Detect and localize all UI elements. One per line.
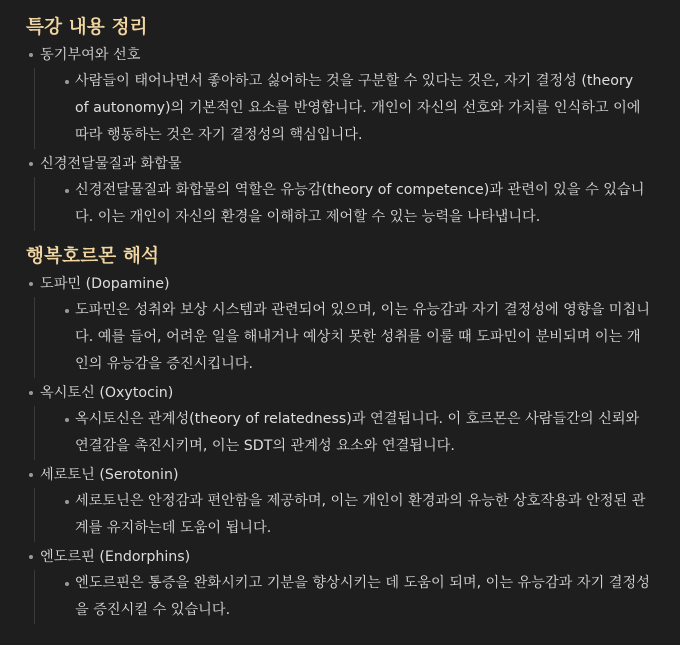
- bullet-icon: [29, 53, 33, 57]
- bullet-icon: [29, 162, 33, 166]
- bullet-icon: [29, 555, 33, 559]
- nested-list: [34, 68, 662, 149]
- list-item-motivation: [26, 42, 662, 68]
- section-heading-happiness-hormones: 행복호르몬 해석: [26, 246, 160, 267]
- topic-label: 동기부여와 선호: [40, 47, 141, 63]
- list-item-detail: [75, 406, 662, 460]
- list-item-detail: [75, 570, 662, 624]
- bullet-icon: [65, 309, 69, 313]
- list-item-detail: [75, 68, 662, 149]
- bullet-icon: [65, 80, 69, 84]
- topic-label: 엔도르핀 (Endorphins): [40, 549, 191, 565]
- detail-text: 사람들이 태어나면서 좋아하고 싫어하는 것을 구분할 수 있다는 것은, 자기 결정성 (theory of autonomy)의 기본적인 요소를 반영합니다. 개인이 자신의 선호와 가치를 인식하고 이에 따라 행동하는 것은 자기 결정성의 핵심입니다.: [75, 73, 641, 143]
- detail-text: 옥시토신은 관계성(theory of relatedness)과 연결됩니다. 이 호르몬은 사람들간의 신뢰와 연결감을 촉진시키며, 이는 SDT의 관계성 요소와 연결됩니다.: [75, 411, 640, 454]
- section-heading-lecture-summary: 특강 내용 정리: [26, 17, 148, 38]
- nested-list: [34, 488, 662, 542]
- list-item-detail: [75, 297, 662, 378]
- detail-text: 도파민은 성취와 보상 시스템과 관련되어 있으며, 이는 유능감과 자기 결정성에 영향을 미칩니다. 예를 들어, 어려운 일을 해내거나 예상치 못한 성취를 이룰 때 도파민이 분비되며 이는 개인의 유능감을 증진시킵니다.: [75, 302, 650, 372]
- list-item-oxytocin: [26, 380, 662, 406]
- bullet-icon: [65, 418, 69, 422]
- list-item-detail: [75, 488, 662, 542]
- bullet-icon: [29, 391, 33, 395]
- bullet-icon: [29, 473, 33, 477]
- bullet-icon: [65, 189, 69, 193]
- list-item-detail: [75, 177, 662, 231]
- nested-list: [34, 297, 662, 378]
- detail-text: 신경전달물질과 화합물의 역할은 유능감(theory of competence)과 관련이 있을 수 있습니다. 이는 개인이 자신의 환경을 이해하고 제어할 수 있는 능력을 나타냅니다.: [75, 182, 645, 225]
- list-item-dopamine: [26, 271, 662, 297]
- topic-label: 도파민 (Dopamine): [40, 276, 170, 292]
- bullet-icon: [65, 582, 69, 586]
- topic-label: 신경전달물질과 화합물: [40, 156, 182, 172]
- detail-text: 세로토닌은 안정감과 편안함을 제공하며, 이는 개인이 환경과의 유능한 상호작용과 안정된 관계를 유지하는데 도움이 됩니다.: [75, 493, 646, 536]
- bullet-icon: [29, 282, 33, 286]
- topic-label: 세로토닌 (Serotonin): [40, 467, 179, 483]
- nested-list: [34, 177, 662, 231]
- list-item-serotonin: [26, 462, 662, 488]
- topic-label: 옥시토신 (Oxytocin): [40, 385, 174, 401]
- nested-list: [34, 570, 662, 624]
- detail-text: 엔도르핀은 통증을 완화시키고 기분을 향상시키는 데 도움이 되며, 이는 유능감과 자기 결정성을 증진시킬 수 있습니다.: [75, 575, 650, 618]
- list-item-endorphins: [26, 544, 662, 570]
- bullet-icon: [65, 500, 69, 504]
- list-item-neurotransmitters: [26, 151, 662, 177]
- nested-list: [34, 406, 662, 460]
